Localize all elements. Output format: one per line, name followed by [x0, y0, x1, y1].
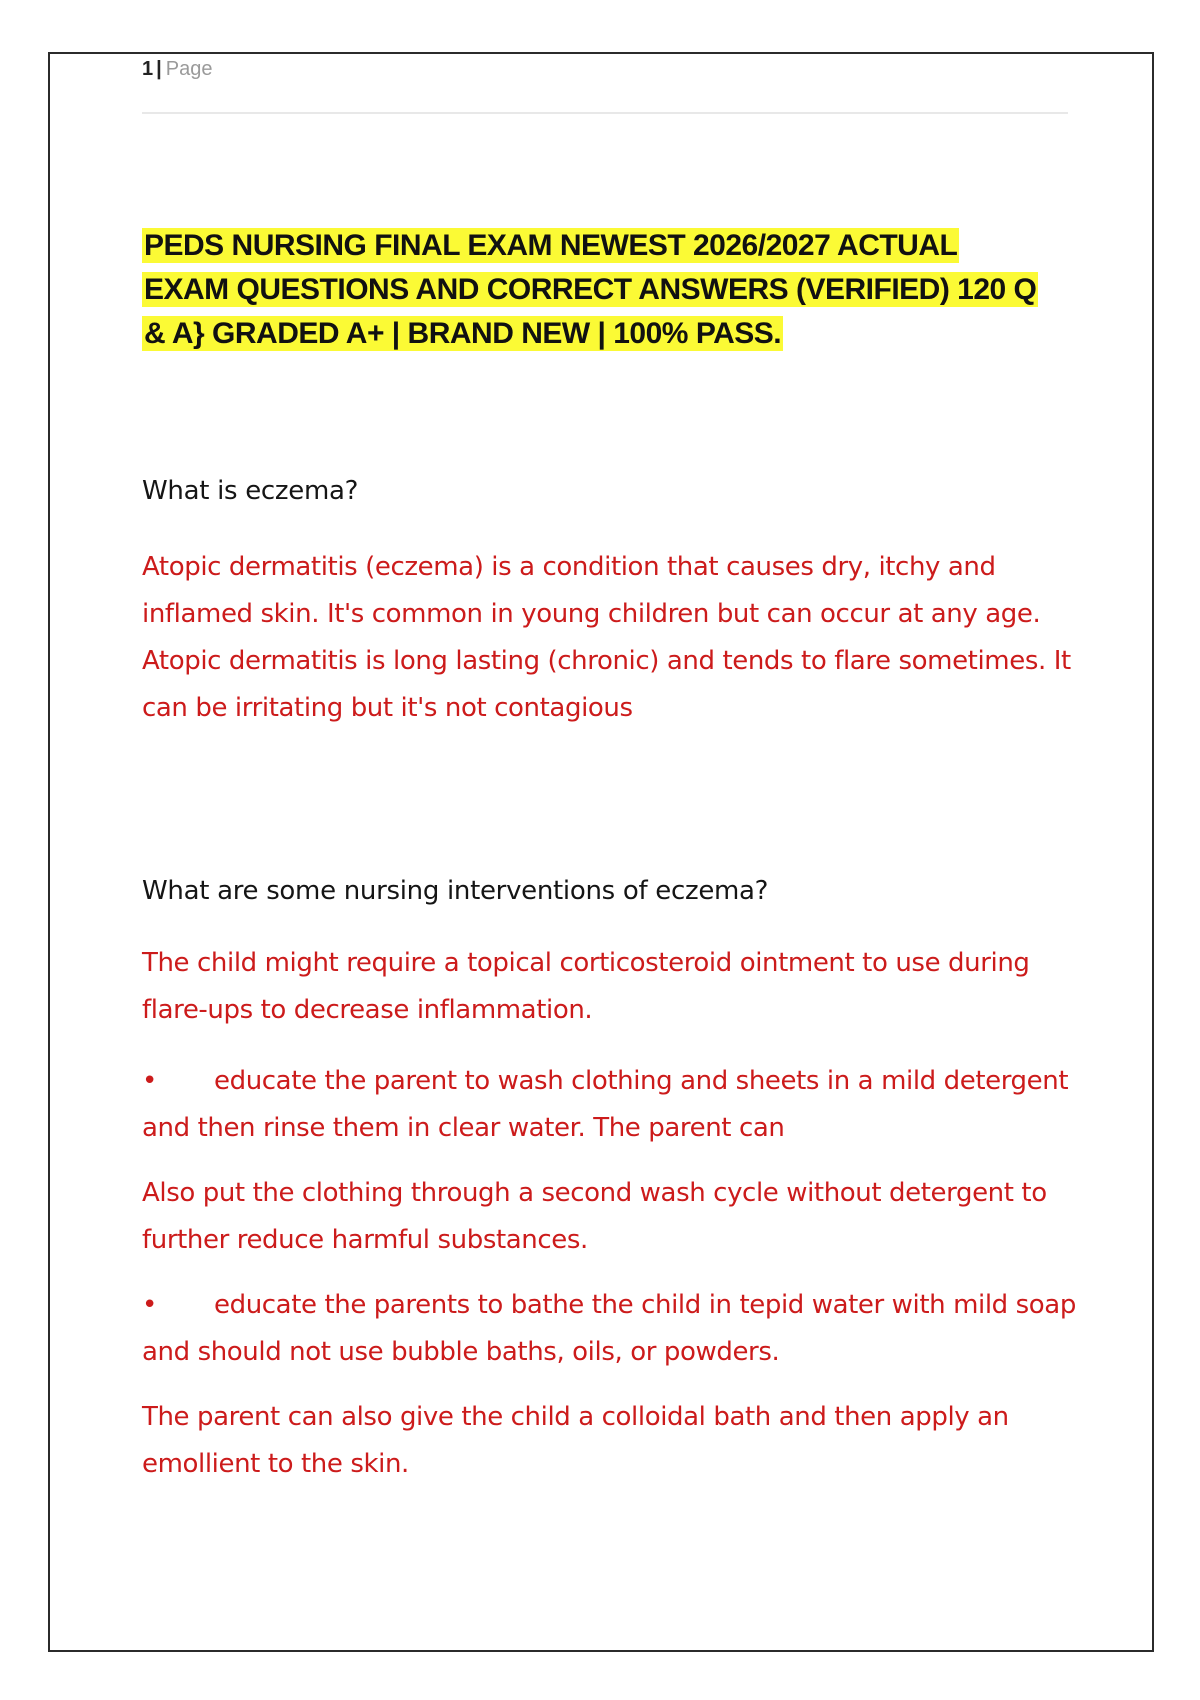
page-separator: |	[156, 58, 162, 80]
answer-2-paragraph	[142, 940, 1082, 1034]
answer-2-bullet-text: educate the parent to wash clothing and sheets in a mild detergent and then rinse them in clear water. The parent can	[142, 1066, 1069, 1143]
answer-2-bullet-text: educate the parents to bathe the child in tepid water with mild soap and should not use bubble baths, oils, or powders.	[142, 1290, 1076, 1367]
page-label: Page	[165, 58, 213, 80]
header-divider	[142, 112, 1068, 114]
answer-2-text: The child might require a topical corticosteroid ointment to use during flare-ups to decrease inflammation.	[142, 948, 1030, 1025]
answer-2-paragraph	[142, 1394, 1082, 1488]
bullet-icon: •	[142, 1290, 157, 1320]
document-title	[142, 224, 1042, 356]
page-number: 1	[142, 58, 154, 80]
document-page	[48, 52, 1154, 1652]
answer-2-text: Also put the clothing through a second wash cycle without detergent to further reduce harmful substances.	[142, 1178, 1047, 1255]
bullet-icon: •	[142, 1066, 157, 1096]
question-2: What are some nursing interventions of eczema?	[142, 876, 769, 906]
answer-2-text: The parent can also give the child a colloidal bath and then apply an emollient to the skin.	[142, 1402, 1009, 1479]
answer-1: Atopic dermatitis (eczema) is a condition that causes dry, itchy and inflamed skin. It's common in young children but can occur at any age. Atopic dermatitis is long lasting (chronic) and tends to flare sometimes. It can be irritating but it's not contagious	[142, 552, 1071, 723]
page-header	[142, 58, 212, 81]
question-1: What is eczema?	[142, 476, 359, 506]
answer-2-paragraph	[142, 1170, 1082, 1264]
answer-2-bullet-paragraph	[142, 1282, 1082, 1376]
answer-2-bullet-paragraph	[142, 1058, 1082, 1152]
document-title-text: PEDS NURSING FINAL EXAM NEWEST 2026/2027 ACTUAL EXAM QUESTIONS AND CORRECT ANSWERS (VERIFIED) 120 Q & A} GRADED A+ | BRAND NEW | 100% PASS.	[144, 229, 1037, 350]
